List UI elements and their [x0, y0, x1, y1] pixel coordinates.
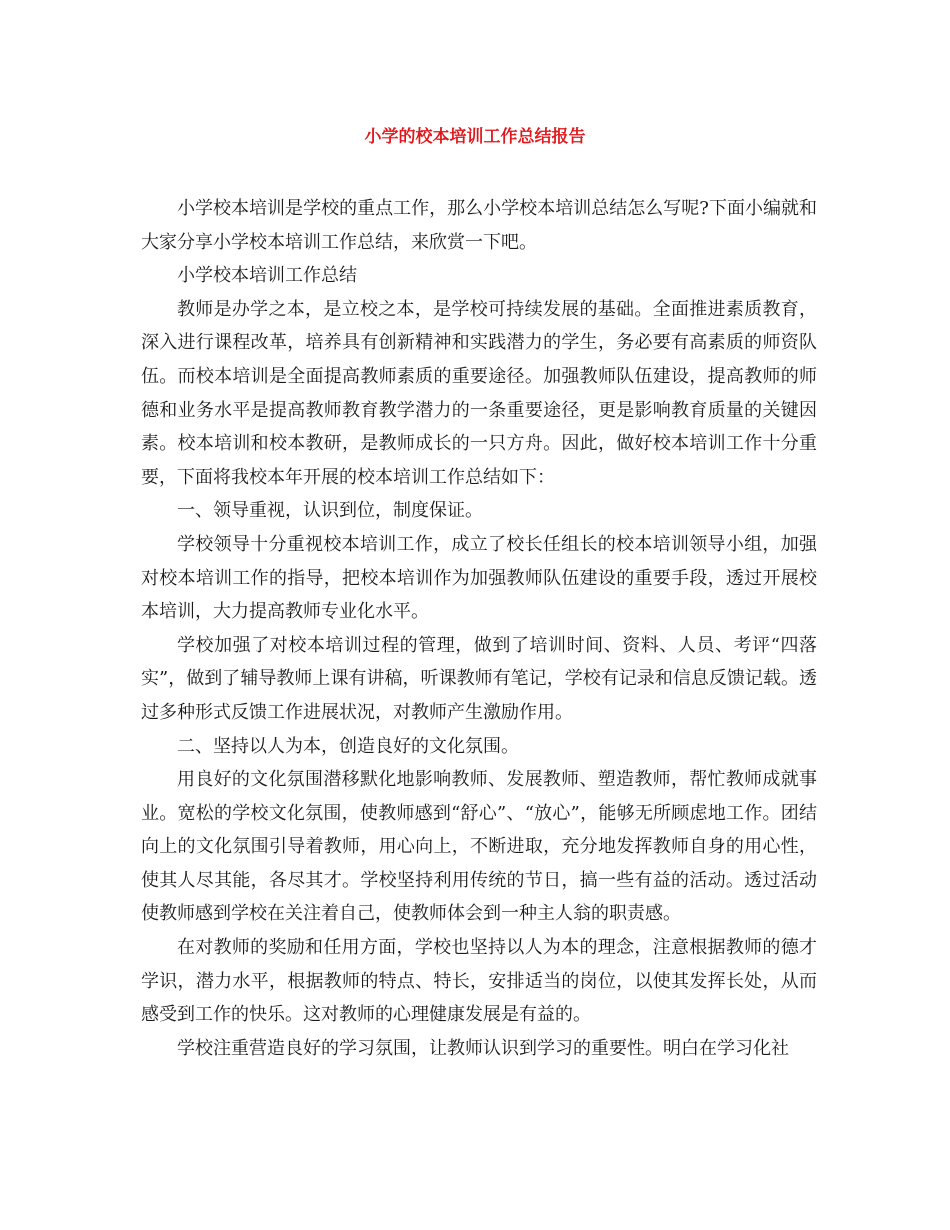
section-heading-2: 二、坚持以人为本，创造良好的文化氛围。 [177, 735, 519, 757]
section-heading-1: 一、领导重视，认识到位，制度保证。 [177, 500, 483, 522]
document-title: 小学的校本培训工作总结报告 [364, 127, 586, 147]
paragraph-intro: 小学校本培训是学校的重点工作，那么小学校本培训总结怎么写呢?下面小编就和大家分享小学校本培训工作总结，来欣赏一下吧。 [141, 198, 817, 253]
paragraph-subtitle: 小学校本培训工作总结 [177, 265, 357, 287]
paragraph-rewards: 在对教师的奖励和任用方面，学校也坚持以人为本的理念，注意根据教师的德才学识，潜力水平，根据教师的特点、特长，安排适当的岗位，以使其发挥长处，从而感受到工作的快乐。这对教师的心理健康发展是有益的。 [141, 937, 817, 1026]
paragraph-teacher-foundation: 教师是办学之本，是立校之本，是学校可持续发展的基础。全面推进素质教育，深入进行课程改革，培养具有创新精神和实践潜力的学生，务必要有高素质的师资队伍。而校本培训是全面提高教师素质的重要途径。加强教师队伍建设，提高教师的师德和业务水平是提高教师教育教学潜力的一条重要途径，更是影响教育质量的关键因素。校本培训和校本教研，是教师成长的一只方舟。因此，做好校本培训工作十分重要，下面将我校本年开展的校本培训工作总结如下： [141, 298, 817, 488]
paragraph-learning: 学校注重营造良好的学习氛围，让教师认识到学习的重要性。明白在学习化社 [177, 1037, 789, 1059]
paragraph-management: 学校加强了对校本培训过程的管理，做到了培训时间、资料、人员、考评“四落实”，做到了辅导教师上课有讲稿，听课教师有笔记，学校有记录和信息反馈记载。透过多种形式反馈工作进展状况，对教师产生激励作用。 [141, 634, 817, 723]
document-body [141, 192, 817, 1065]
paragraph-leadership: 学校领导十分重视校本培训工作，成立了校长任组长的校本培训领导小组，加强对校本培训工作的指导，把校本培训作为加强教师队伍建设的重要手段，透过开展校本培训，大力提高教师专业化水平。 [141, 533, 817, 623]
paragraph-culture: 用良好的文化氛围潜移默化地影响教师、发展教师、塑造教师，帮忙教师成就事业。宽松的学校文化氛围，使教师感到“舒心”、“放心”，能够无所顾虑地工作。团结向上的文化氛围引导着教师，用心向上，不断进取，充分地发挥教师自身的用心性，使其人尽其能，各尽其才。学校坚持利用传统的节日，搞一些有益的活动。透过活动使教师感到学校在关注着自己，使教师体会到一种主人翁的职责感。 [141, 769, 817, 925]
